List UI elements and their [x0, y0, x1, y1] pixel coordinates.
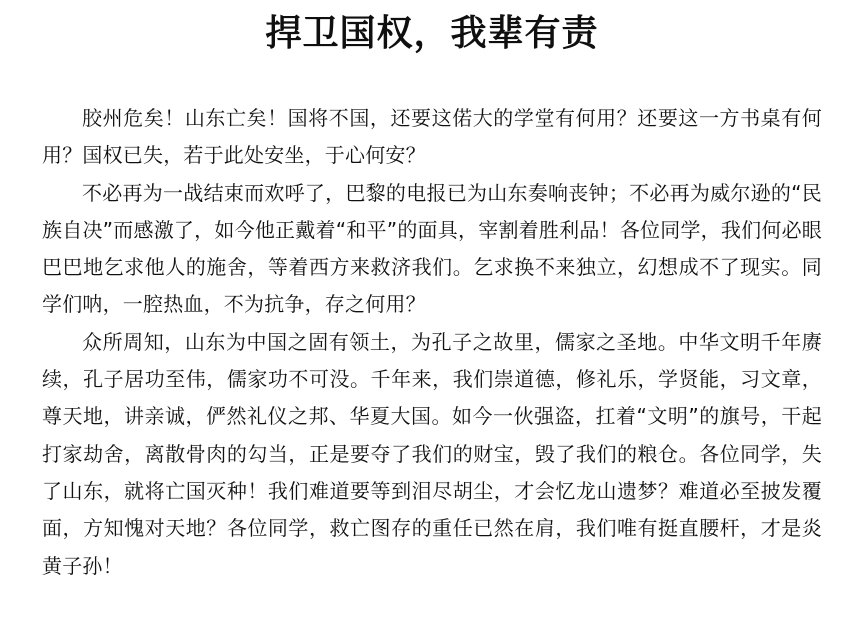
- paragraph-3: 众所周知，山东为中国之固有领土，为孔子之故里，儒家之圣地。中华文明千年赓续，孔子居功至伟，儒家功不可没。千年来，我们崇道德，修礼乐，学贤能，习文章，尊天地，讲亲诚，俨然礼仪之邦、华夏大国。如今一伙强盗，扛着“文明”的旗号，干起打家劫舍，离散骨肉的勾当，正是要夺了我们的财宝，毁了我们的粮仓。各位同学，失了山东，就将亡国灭种！我们难道要等到泪尽胡尘，才会忆龙山遗梦？难道必至披发覆面，方知愧对天地？各位同学，救亡图存的重任已然在肩，我们唯有挺直腰杆，才是炎黄子孙！: [42, 329, 822, 578]
- paragraph-1: 胶州危矣！山东亡矣！国将不国，还要这偌大的学堂有何用？还要这一方书桌有何用？国权已失，若于此处安坐，于心何安？: [42, 106, 822, 168]
- document-body: [42, 100, 822, 585]
- page-title: 捍卫国权，我辈有责: [265, 13, 599, 54]
- paragraph-2: 不必再为一战结束而欢呼了，巴黎的电报已为山东奏响丧钟；不必再为威尔逊的“民族自决”而感激了，如今他正戴着“和平”的面具，宰割着胜利品！各位同学，我们何必眼巴巴地乞求他人的施舍，等着西方来救济我们。乞求换不来独立，幻想成不了现实。同学们呐，一腔热血，不为抗争，存之何用？: [42, 180, 822, 317]
